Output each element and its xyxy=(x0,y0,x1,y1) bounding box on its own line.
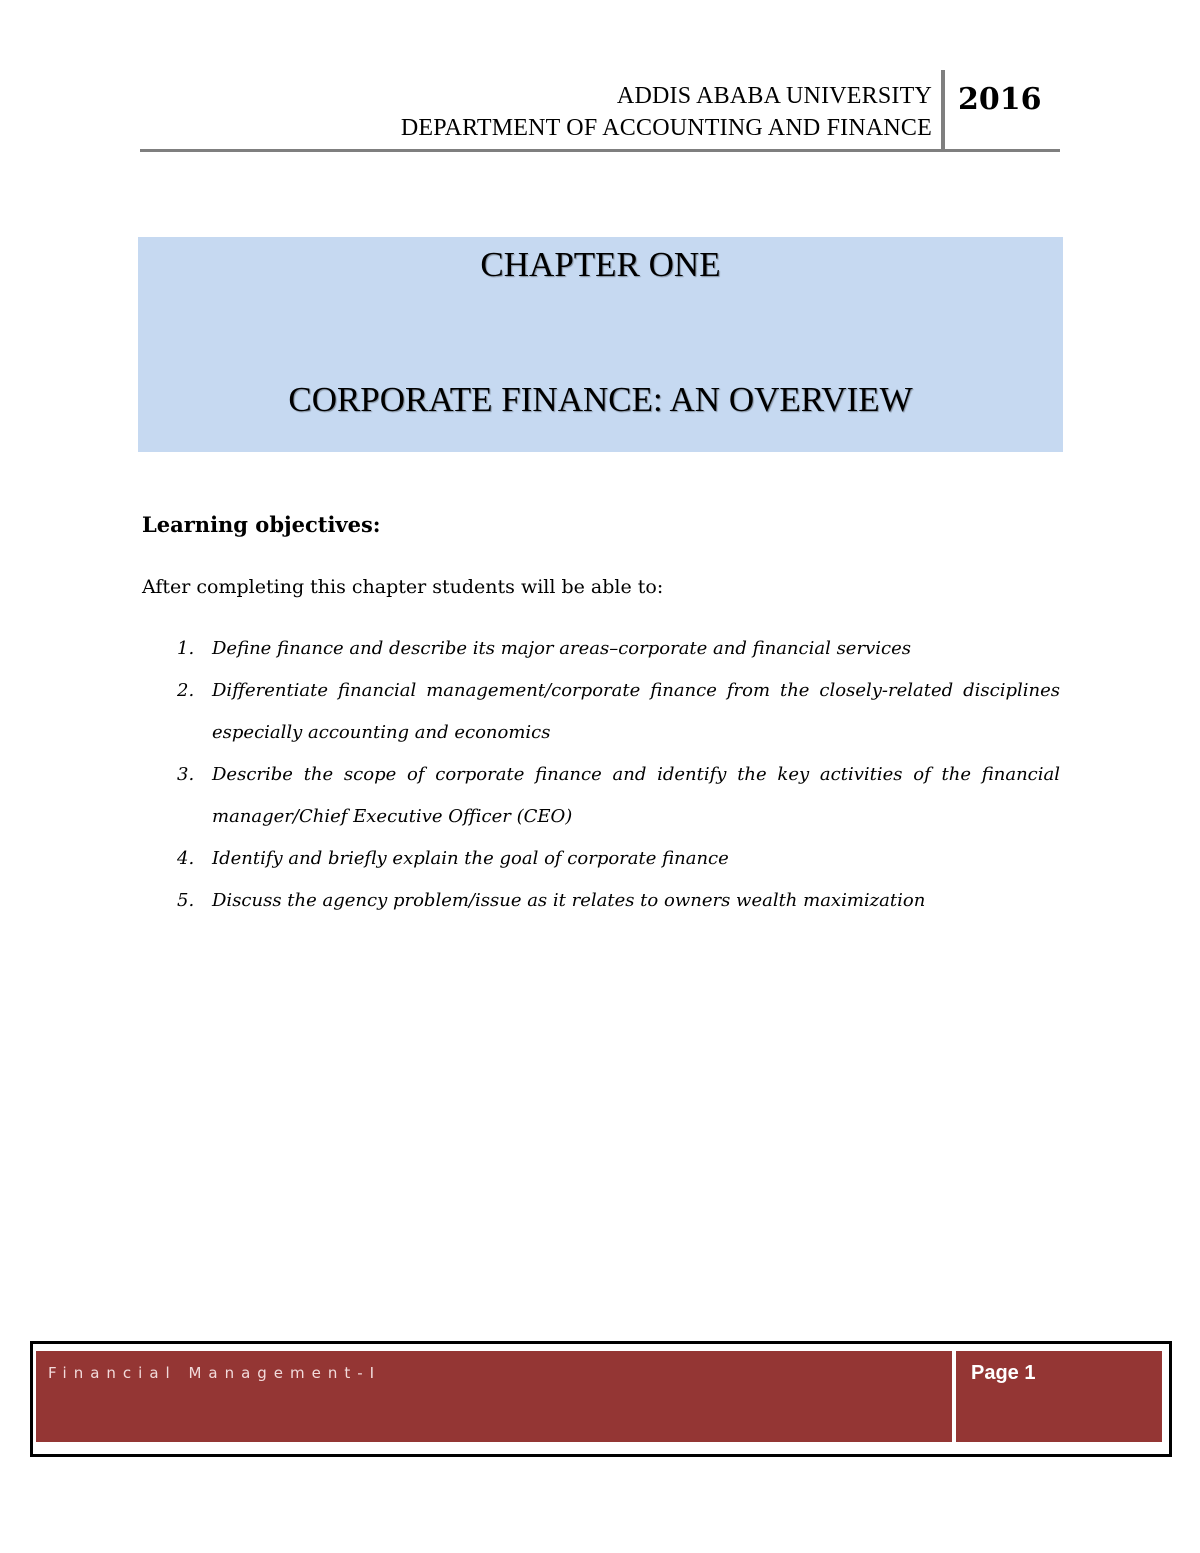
chapter-title-box xyxy=(138,237,1063,452)
objective-text: Define finance and describe its major areas–corporate and financial services xyxy=(212,638,911,659)
objective-item xyxy=(172,838,1060,880)
objective-number: 5. xyxy=(177,890,195,911)
objective-item xyxy=(172,628,1060,670)
objective-item xyxy=(172,880,1060,922)
header-divider xyxy=(941,70,945,152)
objectives-intro: After completing this chapter students will be able to: xyxy=(142,576,664,598)
header-institution xyxy=(401,80,932,144)
objective-text: Identify and briefly explain the goal of corporate finance xyxy=(212,848,729,869)
header-department: DEPARTMENT OF ACCOUNTING AND FINANCE xyxy=(400,115,932,141)
objective-item xyxy=(172,670,1060,754)
header-rule xyxy=(140,149,1060,152)
header-year: 2016 xyxy=(958,82,1042,117)
objectives-list xyxy=(172,628,1060,922)
footer-course-title: Financial Management-I xyxy=(48,1364,382,1382)
objective-number: 2. xyxy=(177,680,195,701)
objective-item xyxy=(172,754,1060,838)
learning-objectives-heading: Learning objectives: xyxy=(142,512,381,537)
page-header xyxy=(140,70,1060,152)
objective-number: 3. xyxy=(177,764,195,785)
objective-number: 4. xyxy=(177,848,195,869)
footer-page-number: Page 1 xyxy=(971,1362,1036,1384)
objective-text: Discuss the agency problem/issue as it relates to owners wealth maximization xyxy=(212,890,926,911)
chapter-title: CHAPTER ONE xyxy=(480,245,721,284)
chapter-subtitle: CORPORATE FINANCE: AN OVERVIEW xyxy=(288,380,913,419)
objective-text: Describe the scope of corporate finance and identify the key activities of the financial manager/Chief Executive Officer (CEO) xyxy=(212,764,1060,827)
header-university: ADDIS ABABA UNIVERSITY xyxy=(616,83,932,109)
objective-number: 1. xyxy=(177,638,195,659)
objective-text: Differentiate financial management/corporate finance from the closely-related disciplines especially accounting and economics xyxy=(212,680,1060,743)
